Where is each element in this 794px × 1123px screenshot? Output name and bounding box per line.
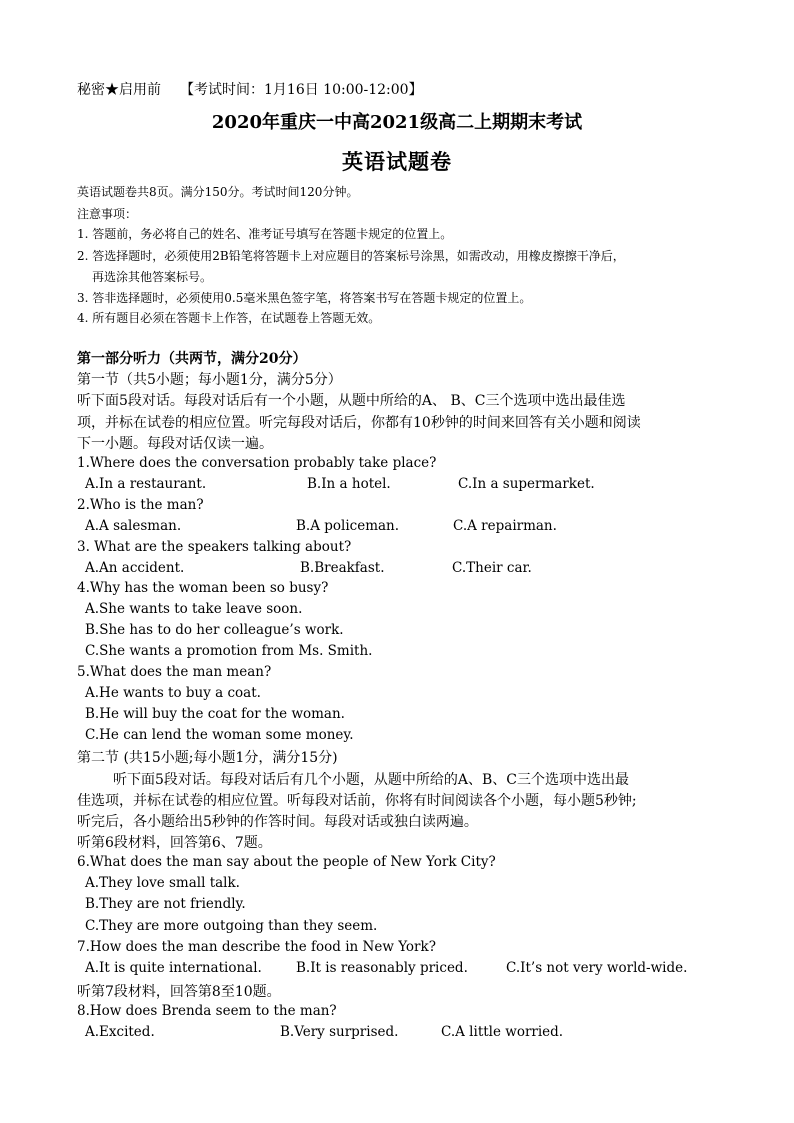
option-b: B.A policeman.: [296, 518, 400, 534]
option-c: C.A repairman.: [453, 518, 557, 534]
question-stem: 2.Who is the man?: [77, 497, 204, 513]
section2-instructions: 听下面5段对话。每段对话后有几个小题，从题中所给的A、B、C三个选项中选出最: [113, 772, 630, 788]
confidential-label: 秘密★启用前: [77, 82, 161, 98]
option-a: A.He wants to buy a coat.: [85, 685, 261, 701]
section1-instructions: 项，并标在试卷的相应位置。听完每段对话后，你都有10秒钟的时间来回答有关小题和阅读: [77, 415, 641, 431]
option-a: A.An accident.: [85, 560, 185, 576]
exam-time: 【考试时间：1月16日 10:00-12:00】: [180, 82, 423, 98]
note-item: 3. 答非选择题时，必须使用0.5毫米黑色签字笔，将答案书写在答题卡规定的位置上。: [77, 291, 532, 305]
question-stem: 7.How does the man describe the food in New York?: [77, 939, 436, 955]
intro-text: 英语试题卷共8页。满分150分。考试时间120分钟。: [77, 185, 359, 199]
option-c: C.He can lend the woman some money.: [85, 727, 354, 743]
question-stem: 4.Why has the woman been so busy?: [77, 580, 329, 596]
section1-instructions: 听下面5段对话。每段对话后有一个小题，从题中所给的A、 B、C三个选项中选出最佳选: [77, 393, 626, 409]
option-c: C.In a supermarket.: [458, 476, 595, 492]
note-item: 再选涂其他答案标号。: [92, 270, 213, 284]
option-a: A.Excited.: [85, 1024, 155, 1040]
option-c: C.Their car.: [452, 560, 532, 576]
option-a: A.It is quite international.: [85, 960, 262, 976]
section1-instructions: 下一小题。每段对话仅读一遍。: [77, 436, 273, 452]
exam-subtitle: 英语试题卷: [342, 149, 452, 174]
question-stem: 5.What does the man mean?: [77, 664, 272, 680]
note-item: 4. 所有题目必须在答题卡上作答，在试题卷上答题无效。: [77, 311, 381, 325]
question-stem: 8.How does Brenda seem to the man?: [77, 1003, 337, 1019]
option-a: A.A salesman.: [85, 518, 182, 534]
option-c: C.They are more outgoing than they seem.: [85, 918, 378, 934]
question-stem: 6.What does the man say about the people of New York City?: [77, 854, 496, 870]
option-b: B.It is reasonably priced.: [296, 960, 468, 976]
option-b: B.In a hotel.: [307, 476, 391, 492]
question-stem: 1.Where does the conversation probably take place?: [77, 455, 437, 471]
material-6-label: 听第6段材料，回答第6、7题。: [77, 835, 272, 851]
option-b: B.She has to do her colleague’s work.: [85, 622, 344, 638]
exam-title: 2020年重庆一中高2021级高二上期期末考试: [211, 112, 583, 133]
section2-instructions: 佳选项，并标在试卷的相应位置。听每段对话前，你将有时间阅读各个小题，每小题5秒钟;: [77, 793, 637, 809]
question-stem: 3. What are the speakers talking about?: [77, 539, 352, 555]
option-b: B.He will buy the coat for the woman.: [85, 706, 345, 722]
option-a: A.She wants to take leave soon.: [85, 601, 303, 617]
note-item: 1. 答题前，务必将自己的姓名、准考证号填写在答题卡规定的位置上。: [77, 227, 453, 241]
section2-heading: 第二节 (共15小题;每小题1分，满分15分): [77, 750, 338, 766]
option-c: C.It’s not very world-wide.: [506, 960, 688, 976]
option-a: A.They love small talk.: [85, 875, 240, 891]
section1-heading: 第一节（共5小题；每小题1分，满分5分）: [77, 372, 342, 388]
material-7-label: 听第7段材料，回答第8至10题。: [77, 984, 281, 1000]
part1-heading: 第一部分听力（共两节，满分20分）: [77, 351, 307, 367]
option-c: C.She wants a promotion from Ms. Smith.: [85, 643, 373, 659]
option-c: C.A little worried.: [441, 1024, 564, 1040]
option-a: A.In a restaurant.: [85, 476, 207, 492]
notes-heading: 注意事项：: [77, 207, 138, 221]
option-b: B.Breakfast.: [300, 560, 385, 576]
section2-instructions: 听完后，各小题给出5秒钟的作答时间。每段对话或独白读两遍。: [77, 814, 478, 830]
option-b: B.They are not friendly.: [85, 896, 246, 912]
option-b: B.Very surprised.: [280, 1024, 399, 1040]
note-item: 2. 答选择题时，必须使用2B铅笔将答题卡上对应题目的答案标号涂黑，如需改动，用橡皮擦擦干净后，: [77, 249, 625, 263]
